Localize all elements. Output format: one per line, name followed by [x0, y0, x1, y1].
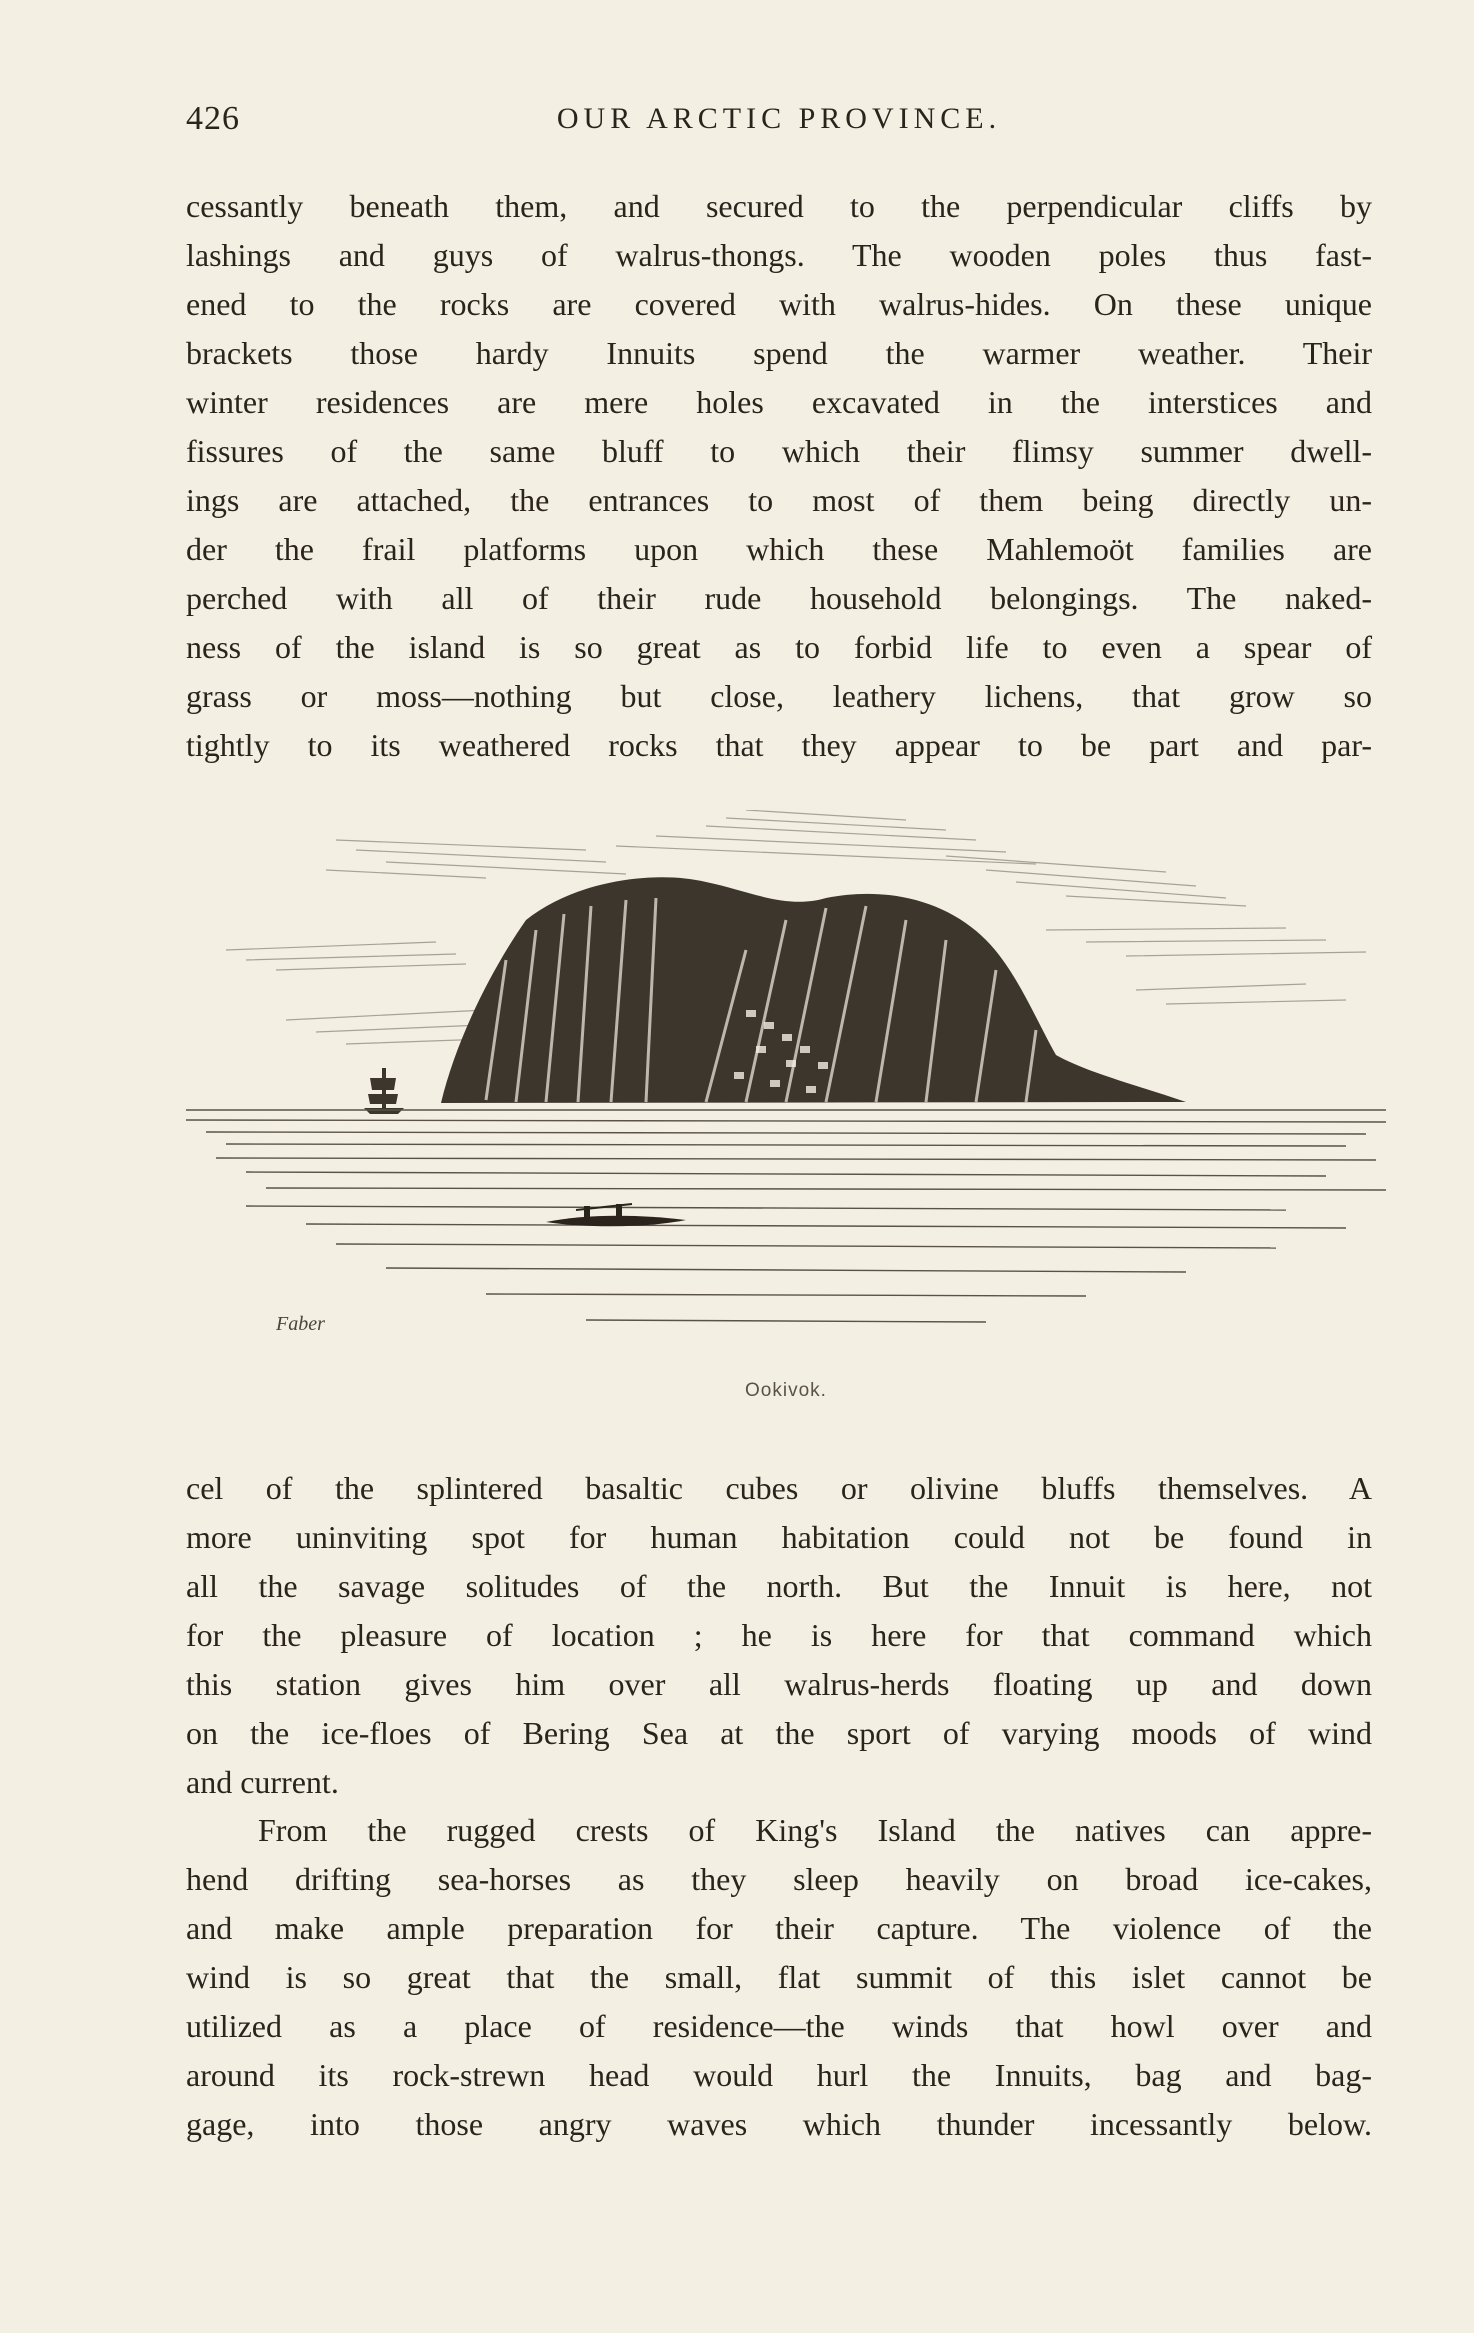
- island-rock: [441, 877, 1186, 1103]
- text-line: this station gives him over all walrus-herds floating up and down: [186, 1666, 1372, 1702]
- text-line: ness of the island is so great as to forbid life to even a spear of: [186, 629, 1372, 665]
- text-line: fissures of the same bluff to which their flimsy summer dwell-: [186, 433, 1372, 469]
- text-line: winter residences are mere holes excavated in the interstices and: [186, 384, 1372, 420]
- paragraph-2: [186, 1464, 1372, 1807]
- running-title: OUR ARCTIC PROVINCE.: [556, 102, 1002, 135]
- text-line: lashings and guys of walrus-thongs. The wooden poles thus fast-: [186, 237, 1372, 273]
- illustration-ookivok: [186, 810, 1386, 1401]
- paragraph-1: [186, 182, 1372, 770]
- text-line: ings are attached, the entrances to most of them being directly un-: [186, 482, 1372, 518]
- text-line: grass or moss—nothing but close, leathery lichens, that grow so: [186, 678, 1372, 714]
- text-line: cessantly beneath them, and secured to the perpendicular cliffs by: [186, 188, 1372, 224]
- sea-lines: [186, 1110, 1386, 1322]
- text-line: all the savage solitudes of the north. But the Innuit is here, not: [186, 1568, 1372, 1604]
- text-line: and current.: [186, 1764, 339, 1800]
- text-line: gage, into those angry waves which thunder incessantly below.: [186, 2106, 1372, 2142]
- text-line: utilized as a place of residence—the winds that howl over and: [186, 2008, 1372, 2044]
- text-line: perched with all of their rude household belongings. The naked-: [186, 580, 1372, 616]
- text-line: der the frail platforms upon which these Mahlemoöt families are: [186, 531, 1372, 567]
- text-line: ened to the rocks are covered with walrus-hides. On these unique: [186, 286, 1372, 322]
- paragraph-3: [186, 1806, 1372, 2149]
- island-engraving: [186, 810, 1386, 1370]
- page-number: 426: [186, 100, 240, 137]
- artist-signature: Faber: [276, 1313, 325, 1335]
- running-head: [186, 100, 1372, 148]
- text-line: on the ice-floes of Bering Sea at the sport of varying moods of wind: [186, 1715, 1372, 1751]
- text-line: more uninviting spot for human habitation could not be found in: [186, 1519, 1372, 1555]
- text-line: cel of the splintered basaltic cubes or olivine bluffs themselves. A: [186, 1470, 1372, 1506]
- ship: [364, 1068, 404, 1114]
- figure-caption: Ookivok.: [745, 1380, 827, 1401]
- text-line: From the rugged crests of King's Island the natives can appre-: [258, 1812, 1372, 1848]
- text-line: wind is so great that the small, flat summit of this islet cannot be: [186, 1959, 1372, 1995]
- text-line: brackets those hardy Innuits spend the warmer weather. Their: [186, 335, 1372, 371]
- text-line: tightly to its weathered rocks that they appear to be part and par-: [186, 727, 1372, 763]
- text-line: and make ample preparation for their capture. The violence of the: [186, 1910, 1372, 1946]
- text-line: hend drifting sea-horses as they sleep heavily on broad ice-cakes,: [186, 1861, 1372, 1897]
- text-line: for the pleasure of location ; he is here for that command which: [186, 1617, 1372, 1653]
- text-line: around its rock-strewn head would hurl the Innuits, bag and bag-: [186, 2057, 1372, 2093]
